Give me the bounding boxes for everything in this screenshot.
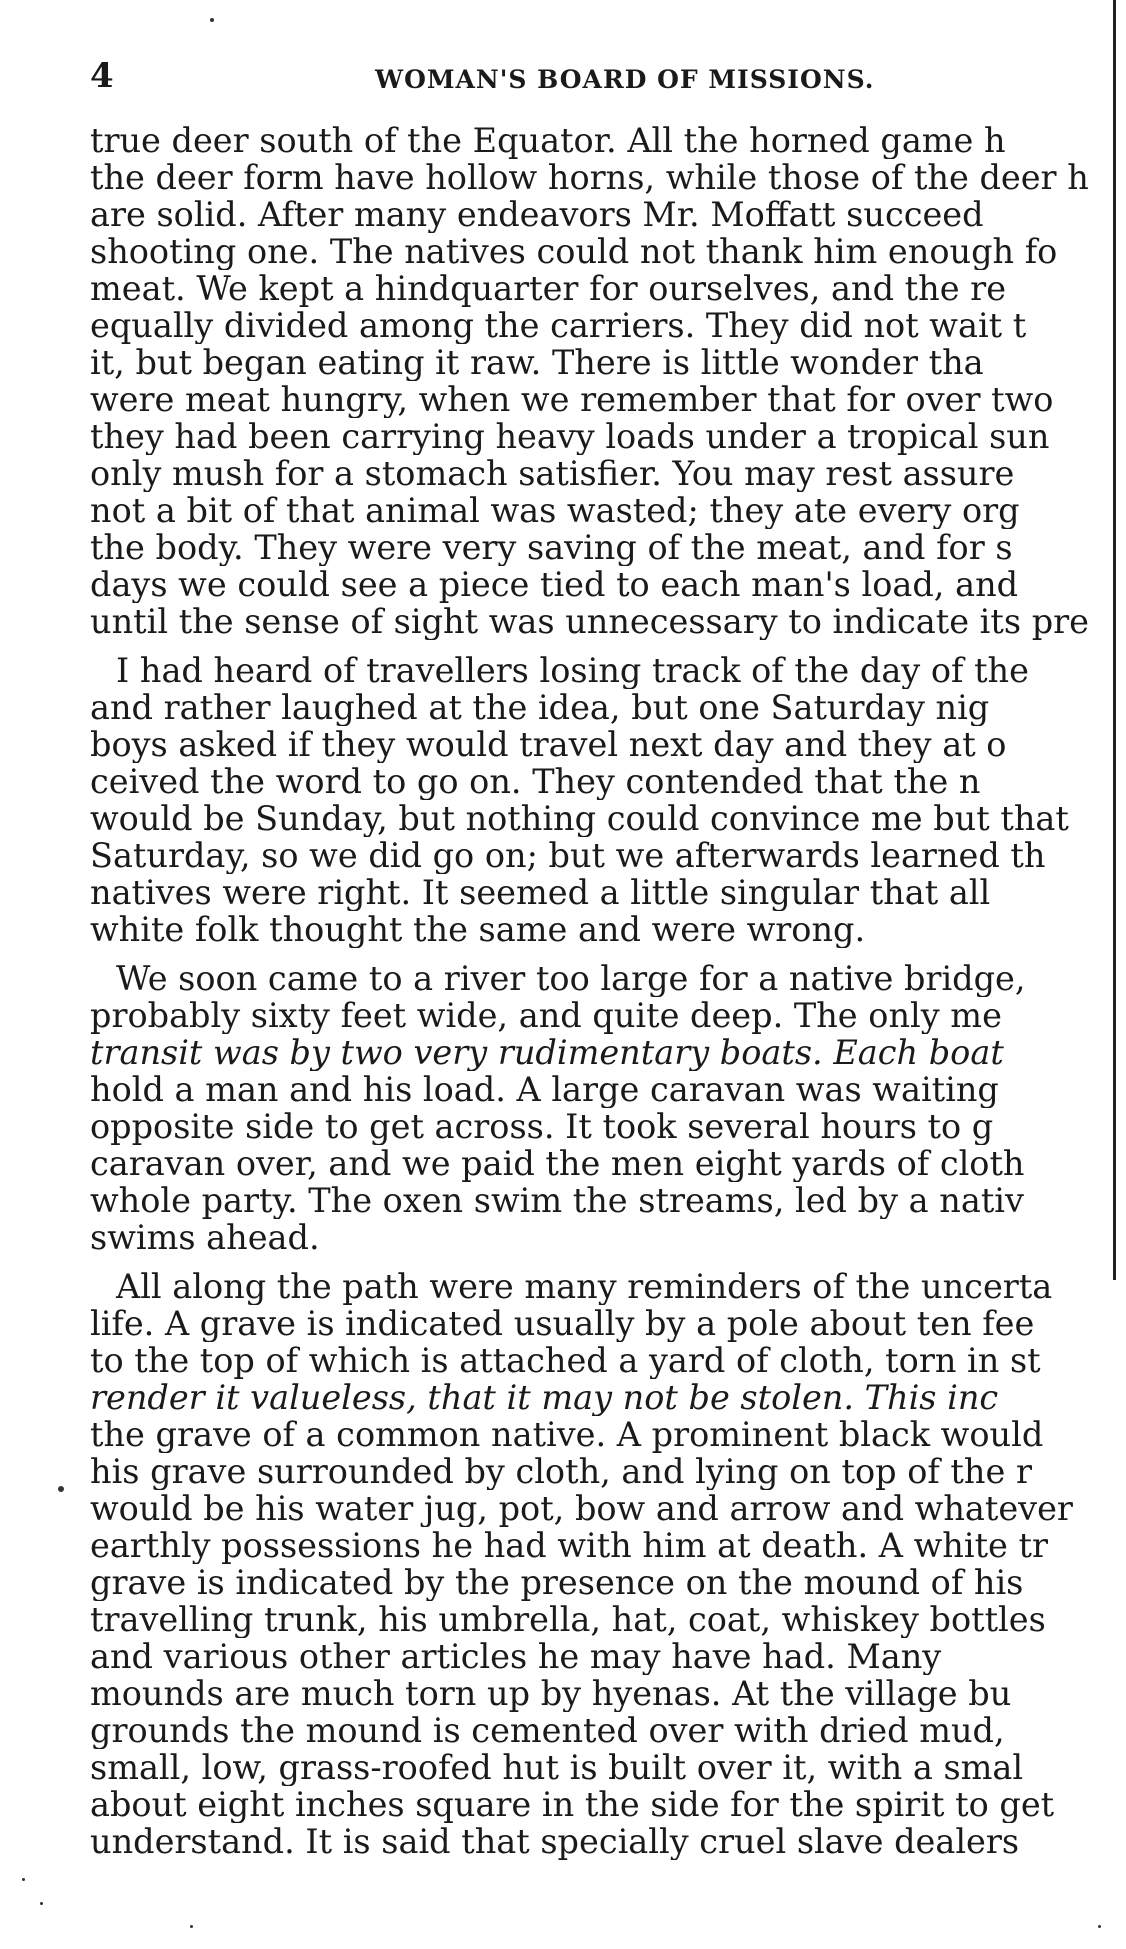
- running-title: WOMAN'S BOARD OF MISSIONS.: [375, 65, 875, 94]
- text-line: to the top of which is attached a yard of cloth, torn in st: [90, 1342, 1041, 1379]
- text-line: meat. We kept a hindquarter for ourselves, and the re: [90, 270, 1007, 307]
- ink-speck: [22, 1878, 25, 1881]
- paragraph: [90, 652, 1110, 948]
- paragraph: [90, 1268, 1110, 1860]
- ink-speck: [40, 1902, 43, 1905]
- text-line: the body. They were very saving of the meat, and for s: [90, 529, 1013, 566]
- text-line: would be Sunday, but nothing could convince me but that: [90, 800, 1069, 837]
- text-line: We soon came to a river too large for a native bridge,: [116, 960, 1026, 997]
- text-line: until the sense of sight was unnecessary to indicate its pre: [90, 603, 1089, 640]
- text-line: earthly possessions he had with him at death. A white tr: [90, 1527, 1048, 1564]
- paragraph-gap: [90, 948, 1110, 960]
- page-header: [90, 56, 1100, 106]
- text-line: All along the path were many reminders of the uncerta: [116, 1268, 1053, 1305]
- text-line: were meat hungry, when we remember that for over two: [90, 381, 1054, 418]
- text-line: shooting one. The natives could not thank him enough fo: [90, 233, 1058, 270]
- text-line: mounds are much torn up by hyenas. At the village bu: [90, 1675, 1012, 1712]
- text-line: it, but began eating it raw. There is little wonder tha: [90, 344, 984, 381]
- text-line: would be his water jug, pot, bow and arrow and whatever: [90, 1490, 1073, 1527]
- text-line: boys asked if they would travel next day and they at o: [90, 726, 1007, 763]
- text-line: natives were right. It seemed a little singular that all: [90, 874, 991, 911]
- paragraph-gap: [90, 640, 1110, 652]
- ink-speck: [190, 1925, 193, 1928]
- paragraph-gap: [90, 1256, 1110, 1268]
- page-number: 4: [90, 56, 114, 96]
- text-line: swims ahead.: [90, 1219, 320, 1256]
- paragraph: [90, 122, 1110, 640]
- ink-speck: [1098, 1925, 1101, 1928]
- text-line: life. A grave is indicated usually by a pole about ten fee: [90, 1305, 1035, 1342]
- body-text: [90, 122, 1110, 1922]
- text-line: I had heard of travellers losing track of the day of the: [116, 652, 1029, 689]
- text-line: transit was by two very rudimentary boats. Each boat: [90, 1034, 1004, 1071]
- paragraph: [90, 960, 1110, 1256]
- text-line: his grave surrounded by cloth, and lying on top of the r: [90, 1453, 1032, 1490]
- text-line: understand. It is said that specially cruel slave dealers: [90, 1823, 1020, 1860]
- ink-speck: [58, 1486, 64, 1492]
- text-line: small, low, grass-roofed hut is built over it, with a smal: [90, 1749, 1024, 1786]
- text-line: probably sixty feet wide, and quite deep. The only me: [90, 997, 1002, 1034]
- text-line: days we could see a piece tied to each man's load, and: [90, 566, 1019, 603]
- text-line: opposite side to get across. It took several hours to g: [90, 1108, 994, 1145]
- text-line: the deer form have hollow horns, while those of the deer h: [90, 159, 1089, 196]
- text-line: and rather laughed at the idea, but one Saturday nig: [90, 689, 990, 726]
- text-line: render it valueless, that it may not be stolen. This inc: [90, 1379, 999, 1416]
- text-line: travelling trunk, his umbrella, hat, coat, whiskey bottles: [90, 1601, 1046, 1638]
- text-line: hold a man and his load. A large caravan was waiting: [90, 1071, 999, 1108]
- text-line: they had been carrying heavy loads under a tropical sun: [90, 418, 1050, 455]
- text-line: ceived the word to go on. They contended that the n: [90, 763, 981, 800]
- text-line: about eight inches square in the side for the spirit to get: [90, 1786, 1055, 1823]
- text-line: grounds the mound is cemented over with dried mud,: [90, 1712, 1005, 1749]
- text-line: the grave of a common native. A prominent black would: [90, 1416, 1044, 1453]
- text-line: caravan over, and we paid the men eight yards of cloth: [90, 1145, 1025, 1182]
- ink-speck: [210, 18, 214, 22]
- text-line: are solid. After many endeavors Mr. Moffatt succeed: [90, 196, 984, 233]
- right-margin-rule: [1113, 0, 1116, 1280]
- text-line: white folk thought the same and were wrong.: [90, 911, 866, 948]
- text-line: grave is indicated by the presence on the mound of his: [90, 1564, 1024, 1601]
- text-line: Saturday, so we did go on; but we afterwards learned th: [90, 837, 1046, 874]
- text-line: equally divided among the carriers. They did not wait t: [90, 307, 1027, 344]
- text-line: whole party. The oxen swim the streams, led by a nativ: [90, 1182, 1024, 1219]
- text-line: only mush for a stomach satisfier. You may rest assure: [90, 455, 1015, 492]
- text-line: true deer south of the Equator. All the horned game h: [90, 122, 1006, 159]
- text-line: not a bit of that animal was wasted; they ate every org: [90, 492, 1020, 529]
- text-line: and various other articles he may have had. Many: [90, 1638, 942, 1675]
